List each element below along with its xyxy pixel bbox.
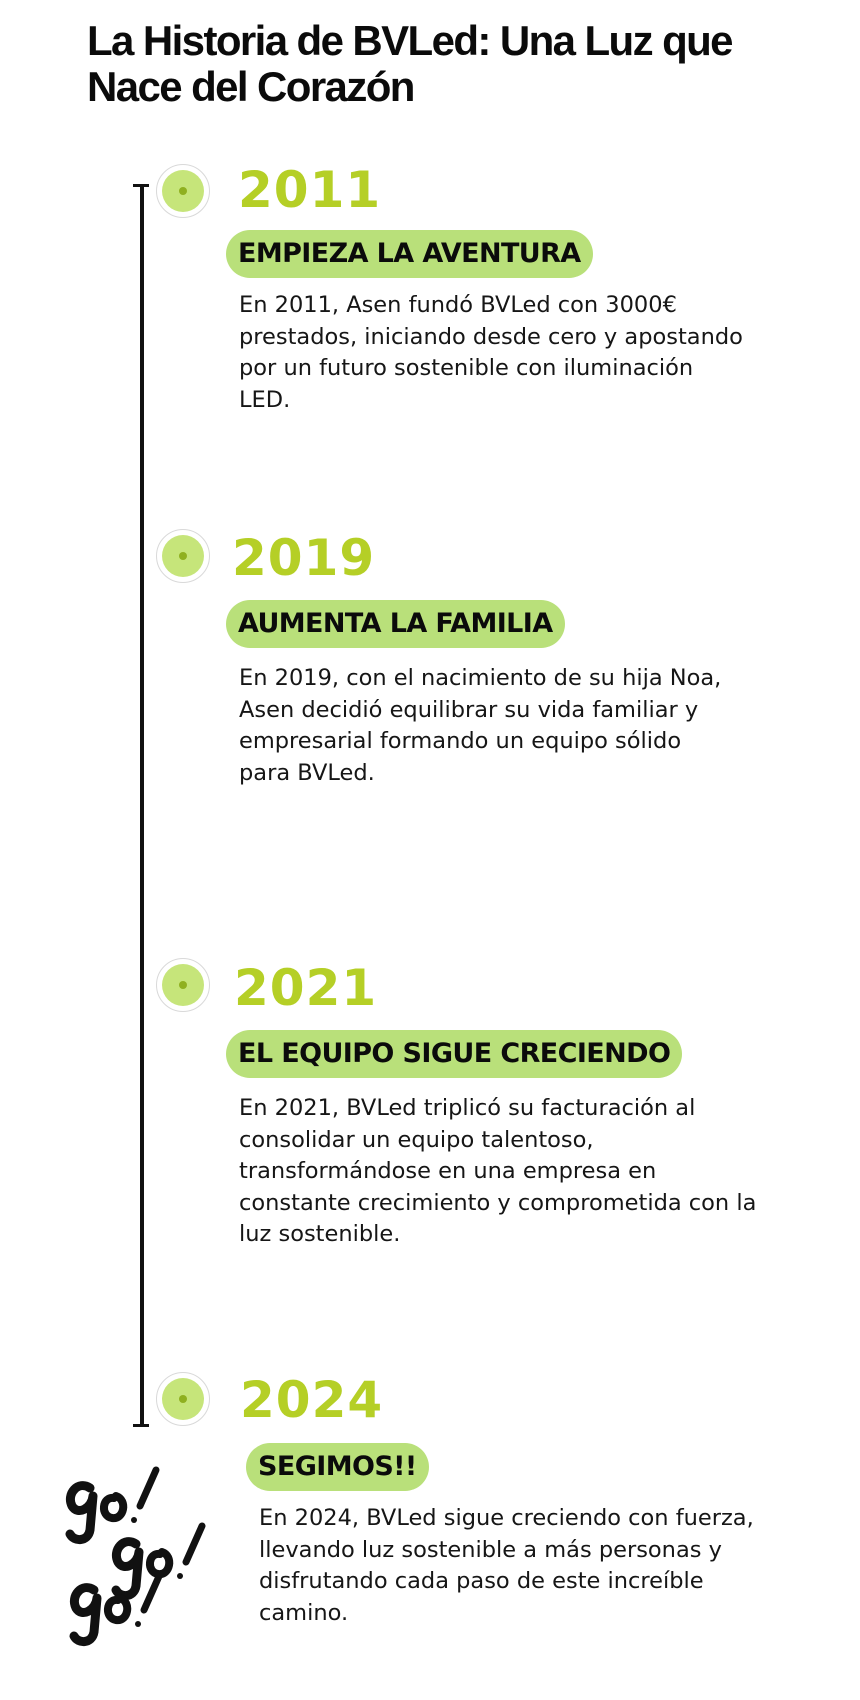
go-go-go-handwriting-icon	[60, 1460, 220, 1660]
timeline-line-bottom-cap	[133, 1424, 149, 1427]
timeline-marker-icon	[156, 1372, 210, 1426]
page-title: La Historia de BVLed: Una Luz que Nace del Corazón	[87, 17, 732, 110]
milestone-heading: AUMENTA LA FAMILIA	[226, 600, 565, 648]
timeline-marker-icon	[156, 958, 210, 1012]
milestone-heading: EMPIEZA LA AVENTURA	[226, 230, 593, 278]
milestone-description: En 2021, BVLed triplicó su facturación al consolidar un equipo talentoso, transformándose en una empresa en constante crecimiento y comprometida con la luz sostenible.	[239, 1095, 757, 1247]
milestone-heading: SEGIMOS!!	[246, 1443, 429, 1491]
timeline-line	[140, 186, 144, 1426]
milestone-year: 2019	[232, 529, 376, 587]
milestone-year: 2011	[238, 161, 382, 219]
milestone-year: 2021	[234, 959, 378, 1017]
timeline-marker-icon	[156, 164, 210, 218]
milestone-description: En 2019, con el nacimiento de su hija Noa, Asen decidió equilibrar su vida familiar y empresarial formando un equipo sólido para BVLed.	[239, 665, 722, 786]
milestone-heading: EL EQUIPO SIGUE CRECIENDO	[226, 1030, 682, 1078]
milestone-year: 2024	[240, 1371, 384, 1429]
milestone-description: En 2024, BVLed sigue creciendo con fuerza, llevando luz sostenible a más personas y disfrutando cada paso de este increíble camino.	[259, 1505, 754, 1626]
timeline-line-top-cap	[133, 184, 149, 187]
timeline-marker-icon	[156, 529, 210, 583]
milestone-description: En 2011, Asen fundó BVLed con 3000€ prestados, iniciando desde cero y apostando por un futuro sostenible con iluminación LED.	[239, 292, 743, 413]
